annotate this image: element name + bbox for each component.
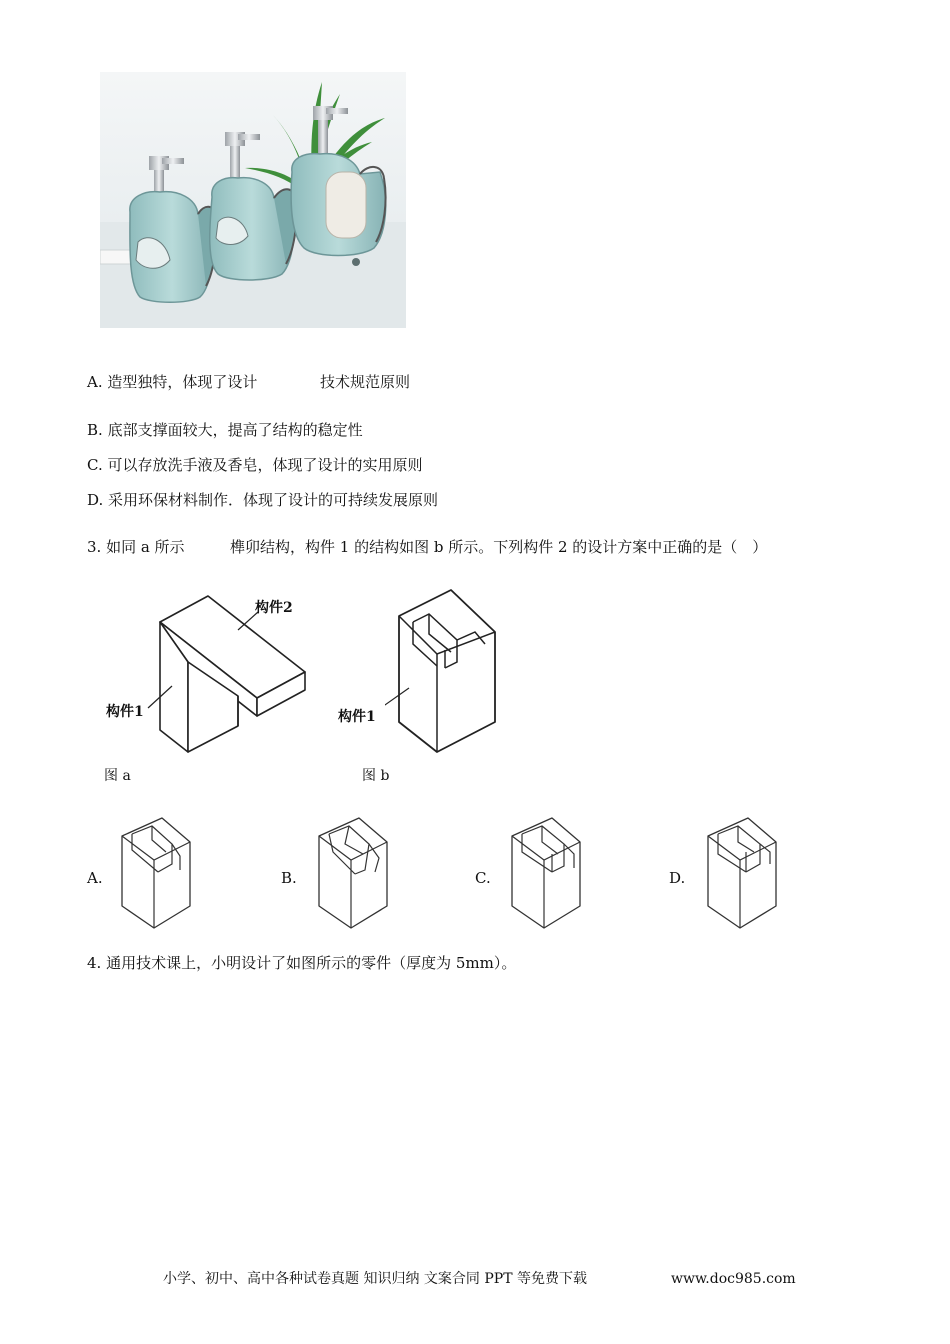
figure-a-caption: 图 a xyxy=(104,768,131,784)
option-a-drawing xyxy=(118,814,198,934)
q3-option-c-letter: C. xyxy=(475,869,491,887)
q3-option-d-letter: D. xyxy=(669,869,686,887)
footer-url[interactable]: www.doc985.com xyxy=(671,1271,796,1287)
q3-option-d-figure xyxy=(704,814,784,934)
figure-a-label-part-2: 构件2 xyxy=(255,600,293,616)
option-text: 采用环保材料制作．体现了设计的可持续发展原则 xyxy=(108,491,439,509)
q3-stem-part-2: 榫卯结构，构件 1 的结构如图 b 所示。下列构件 2 的设计方案中正确的是（ ） xyxy=(230,538,768,556)
option-letter: A. xyxy=(87,373,103,391)
option-text: 底部支撑面较大，提高了结构的稳定性 xyxy=(107,421,363,439)
q4-stem: 4. 通用技术课上，小明设计了如图所示的零件（厚度为 5mm）。 xyxy=(87,954,517,972)
q3-stem-part-1: 3. 如同 a 所示 xyxy=(87,538,185,556)
figure-b-drawing xyxy=(385,582,505,757)
footer-text: 小学、初中、高中各种试卷真题 知识归纳 文案合同 PPT 等免费下载 xyxy=(163,1271,587,1287)
soap-dispenser-illustration xyxy=(100,72,406,328)
option-text: 造型独特，体现了设计 xyxy=(107,373,258,391)
figure-b xyxy=(385,582,505,757)
q2-option-c xyxy=(87,455,423,475)
q3-option-b-figure xyxy=(315,814,395,934)
soap-dispenser-photo xyxy=(100,72,406,328)
q3-option-c-figure xyxy=(508,814,588,934)
option-letter: C. xyxy=(87,456,103,474)
option-letter: D. xyxy=(87,491,104,509)
q3-option-a-letter: A. xyxy=(87,869,103,887)
q2-option-a xyxy=(87,372,257,392)
option-c-drawing xyxy=(508,814,588,934)
figure-a-label-part-1: 构件1 xyxy=(106,704,144,720)
q2-option-a-text-2: 技术规范原则 xyxy=(320,373,411,391)
q2-option-b xyxy=(87,420,363,440)
option-b-drawing xyxy=(315,814,395,934)
q2-option-d xyxy=(87,490,438,510)
figure-b-label-part-1: 构件1 xyxy=(338,709,376,725)
q3-option-b-letter: B. xyxy=(281,869,297,887)
option-d-drawing xyxy=(704,814,784,934)
option-text: 可以存放洗手液及香皂，体现了设计的实用原则 xyxy=(107,456,423,474)
q3-option-a-figure xyxy=(118,814,198,934)
option-letter: B. xyxy=(87,421,103,439)
figure-b-caption: 图 b xyxy=(362,768,390,784)
